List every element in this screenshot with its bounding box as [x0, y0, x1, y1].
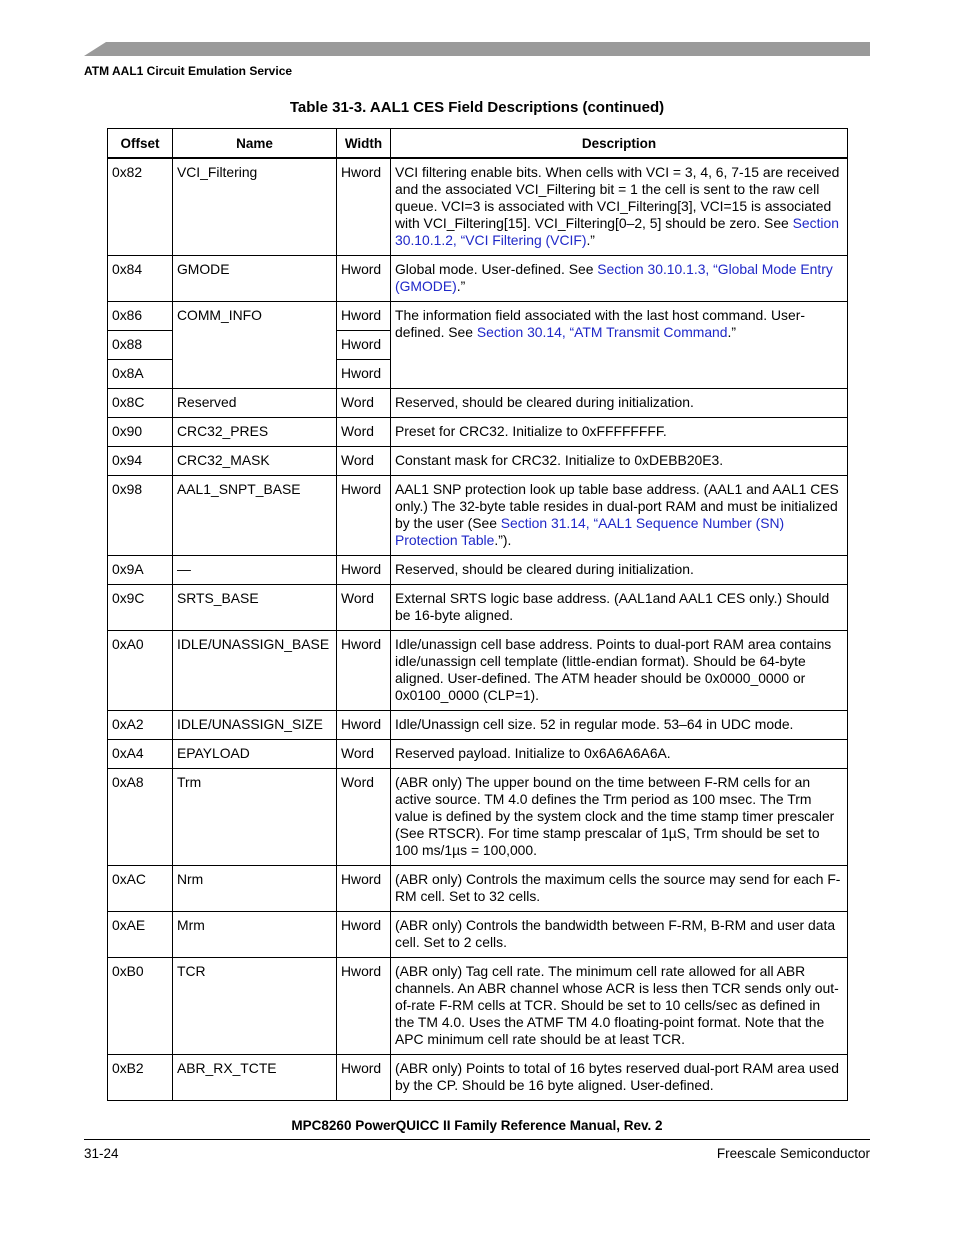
cell-width: Hword — [337, 866, 391, 912]
table-caption: Table 31-3. AAL1 CES Field Descriptions (continued) — [289, 99, 665, 116]
cell-width: Hword — [337, 256, 391, 302]
cell-offset: 0xB0 — [108, 958, 173, 1055]
cell-offset: 0xA4 — [108, 740, 173, 769]
description-text: Preset for CRC32. Initialize to 0xFFFFFFFF. — [395, 423, 667, 439]
cell-offset: 0xA2 — [108, 711, 173, 740]
description-text: Idle/Unassign cell size. 52 in regular mode. 53–64 in UDC mode. — [395, 716, 794, 732]
cell-width: Hword — [337, 476, 391, 556]
cell-name: COMM_INFO — [173, 302, 337, 389]
cell-description — [391, 1055, 848, 1101]
cell-width: Hword — [337, 958, 391, 1055]
column-header-description: Description — [391, 129, 848, 159]
cell-width: Word — [337, 740, 391, 769]
cell-width: Hword — [337, 158, 391, 256]
cell-offset: 0x86 — [108, 302, 173, 331]
cell-name: SRTS_BASE — [173, 585, 337, 631]
table-row — [108, 585, 848, 631]
table-row — [108, 556, 848, 585]
cell-name: Nrm — [173, 866, 337, 912]
cell-offset: 0x88 — [108, 331, 173, 360]
table-row — [108, 476, 848, 556]
page-number: 31-24 — [84, 1146, 119, 1161]
cell-description — [391, 711, 848, 740]
section-link[interactable]: Section 30.10.1.3, “Global Mode Entry (GMODE) — [395, 261, 833, 294]
cell-width: Hword — [337, 556, 391, 585]
table-row — [108, 418, 848, 447]
cell-offset: 0x82 — [108, 158, 173, 256]
cell-name: — — [173, 556, 337, 585]
cell-name: IDLE/UNASSIGN_BASE — [173, 631, 337, 711]
table-row — [108, 958, 848, 1055]
table-row — [108, 447, 848, 476]
table-header-row — [108, 129, 848, 159]
cell-offset: 0x84 — [108, 256, 173, 302]
cell-offset: 0x8A — [108, 360, 173, 389]
section-link[interactable]: Section 30.10.1.2, “VCI Filtering (VCIF) — [395, 215, 839, 248]
cell-width: Hword — [337, 711, 391, 740]
cell-offset: 0x9C — [108, 585, 173, 631]
description-text: (ABR only) Points to total of 16 bytes reserved dual-port RAM area used by the CP. Should be 16 byte aligned. User-defined. — [395, 1060, 839, 1093]
footer-rule — [84, 1139, 870, 1140]
table-row — [108, 1055, 848, 1101]
description-text: .” — [456, 278, 466, 294]
table-row — [108, 631, 848, 711]
cell-description — [391, 447, 848, 476]
cell-offset: 0xAE — [108, 912, 173, 958]
cell-name: AAL1_SNPT_BASE — [173, 476, 337, 556]
section-link[interactable]: Section 31.14, “AAL1 Sequence Number (SN) Protection Table — [395, 515, 785, 548]
cell-name: Reserved — [173, 389, 337, 418]
cell-offset: 0xB2 — [108, 1055, 173, 1101]
cell-offset: 0x90 — [108, 418, 173, 447]
table-row — [108, 711, 848, 740]
table-row — [108, 769, 848, 866]
cell-description — [391, 256, 848, 302]
cell-width: Word — [337, 389, 391, 418]
cell-width: Hword — [337, 331, 391, 360]
cell-offset: 0x9A — [108, 556, 173, 585]
description-text: VCI filtering enable bits. When cells with VCI = 3, 4, 6, 7-15 are received and the associated VCI_Filtering bit = 1 the cell is sent to the raw cell queue. VCI=3 is associated with VCI_Filtering[3], VCI=15 is associated with VCI_Filtering[15]. VCI_Filtering[0–2, 5] should be zero. See — [395, 164, 840, 231]
description-text: .” — [586, 232, 595, 248]
cell-width: Hword — [337, 302, 391, 331]
table-body — [108, 158, 848, 1101]
table-row — [108, 256, 848, 302]
cell-name: Trm — [173, 769, 337, 866]
description-text: (ABR only) Tag cell rate. The minimum cell rate allowed for all ABR channels. An ABR channel whose ACR is less then TCR sends only out-of-rate F-RM cells at TCR. Should be set to 10 cells/sec as defined in the TM 4.0. Uses the ATMF TM 4.0 floating-point format. Note that the APC minimum cell rate should be at least TCR. — [395, 963, 839, 1047]
cell-description — [391, 912, 848, 958]
cell-offset: 0xAC — [108, 866, 173, 912]
table-row — [108, 740, 848, 769]
description-text: Reserved payload. Initialize to 0x6A6A6A6A. — [395, 745, 671, 761]
table-row — [108, 158, 848, 256]
description-text: Constant mask for CRC32. Initialize to 0xDEBB20E3. — [395, 452, 724, 468]
section-link[interactable]: Section 30.14, “ATM Transmit Command — [476, 324, 728, 340]
description-text: .” — [727, 324, 737, 340]
description-text: .”). — [494, 532, 512, 548]
cell-description — [391, 585, 848, 631]
column-header-name: Name — [173, 129, 337, 159]
cell-offset: 0xA0 — [108, 631, 173, 711]
description-text: Reserved, should be cleared during initialization. — [395, 394, 694, 410]
cell-name: CRC32_MASK — [173, 447, 337, 476]
cell-description — [391, 476, 848, 556]
cell-width: Word — [337, 447, 391, 476]
description-text: (ABR only) The upper bound on the time between F-RM cells for an active source. TM 4.0 defines the Trm period as 100 msec. The Trm value is defined by the system clock and the time stamp timer prescaler (See RTSCR). For time stamp prescalar of 1µS, Trm should be set to 100 ms/1µs = 100,000. — [395, 774, 835, 858]
table-row — [108, 866, 848, 912]
cell-description — [391, 769, 848, 866]
column-header-offset: Offset — [108, 129, 173, 159]
cell-description — [391, 631, 848, 711]
cell-description — [391, 389, 848, 418]
description-text: The information field associated with the last host command. User-defined. See — [395, 307, 805, 340]
cell-name: VCI_Filtering — [173, 158, 337, 256]
description-text: (ABR only) Controls the bandwidth between F-RM, B-RM and user data cell. Set to 2 cells. — [395, 917, 836, 950]
cell-description — [391, 418, 848, 447]
cell-description — [391, 556, 848, 585]
cell-width: Hword — [337, 1055, 391, 1101]
cell-name: EPAYLOAD — [173, 740, 337, 769]
running-title: ATM AAL1 Circuit Emulation Service — [84, 64, 293, 78]
description-text: AAL1 SNP protection look up table base address. (AAL1 and AAL1 CES only.) The 32-byte table resides in dual-port RAM and must be initialized by the user (See — [395, 481, 839, 531]
cell-description — [391, 302, 848, 389]
header-banner — [84, 42, 870, 56]
description-text: Idle/unassign cell base address. Points to dual-port RAM area contains idle/unassign cell template (little-endian format). Should be 64-byte aligned. User-defined. The ATM header should be 0x0000_0000 or 0x0100_0000 (CLP=1). — [395, 636, 832, 703]
cell-width: Word — [337, 418, 391, 447]
table-row — [108, 912, 848, 958]
description-text: Reserved, should be cleared during initialization. — [395, 561, 694, 577]
description-text: External SRTS logic base address. (AAL1and AAL1 CES only.) Should be 16-byte aligned. — [395, 590, 830, 623]
column-header-width: Width — [337, 129, 391, 159]
cell-name: TCR — [173, 958, 337, 1055]
cell-name: Mrm — [173, 912, 337, 958]
manual-title: MPC8260 PowerQUICC II Family Reference Manual, Rev. 2 — [291, 1118, 663, 1133]
cell-offset: 0x94 — [108, 447, 173, 476]
cell-offset: 0x98 — [108, 476, 173, 556]
cell-offset: 0x8C — [108, 389, 173, 418]
cell-width: Hword — [337, 912, 391, 958]
company-name: Freescale Semiconductor — [716, 1146, 870, 1161]
cell-description — [391, 158, 848, 256]
cell-description — [391, 958, 848, 1055]
cell-width: Hword — [337, 631, 391, 711]
description-text: (ABR only) Controls the maximum cells the source may send for each F-RM cell. Set to 32 cells. — [395, 871, 841, 904]
description-text: Global mode. User-defined. See — [395, 261, 598, 277]
field-descriptions-table — [107, 128, 848, 1101]
cell-name: IDLE/UNASSIGN_SIZE — [173, 711, 337, 740]
cell-name: GMODE — [173, 256, 337, 302]
cell-width: Word — [337, 769, 391, 866]
cell-description — [391, 740, 848, 769]
cell-name: ABR_RX_TCTE — [173, 1055, 337, 1101]
cell-offset: 0xA8 — [108, 769, 173, 866]
cell-description — [391, 866, 848, 912]
table-row — [108, 302, 848, 331]
cell-name: CRC32_PRES — [173, 418, 337, 447]
cell-width: Word — [337, 585, 391, 631]
cell-width: Hword — [337, 360, 391, 389]
table-row — [108, 389, 848, 418]
